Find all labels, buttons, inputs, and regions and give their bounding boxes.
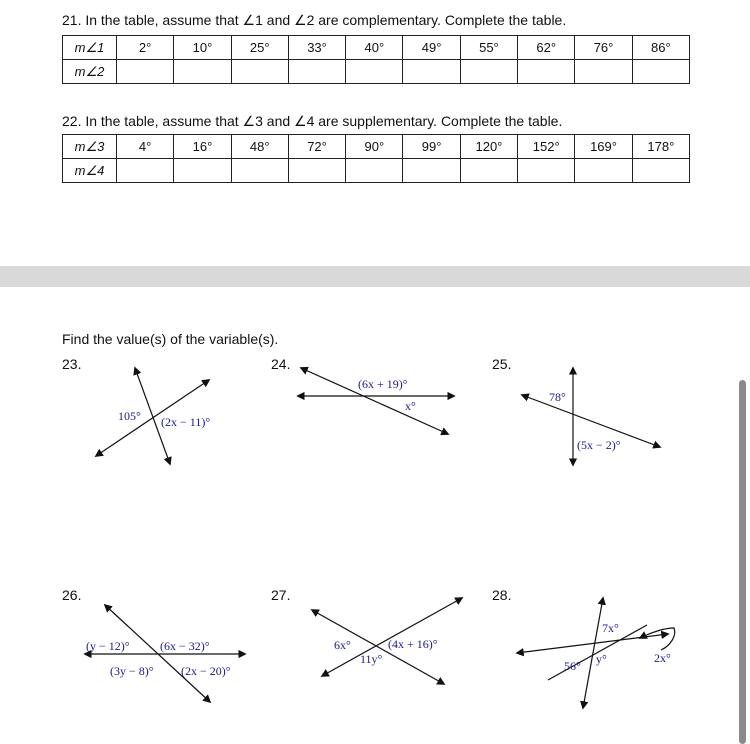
table-cell: 25° [231, 36, 288, 60]
problem-22-title: 22. In the table, assume that ∠3 and ∠4 are supplementary. Complete the table. [62, 113, 563, 129]
table-cell: 55° [460, 36, 517, 60]
table-cell: 2° [117, 36, 174, 60]
figure-25-label: 78° [549, 390, 566, 404]
figure-28-label: y° [596, 652, 607, 666]
figure-labels [86, 377, 671, 678]
table-cell: 33° [288, 36, 345, 60]
figure-28-line [517, 634, 668, 653]
table-cell: 48° [231, 135, 288, 159]
figure-27-label: 6x° [334, 638, 351, 652]
row-label: m∠1 [63, 36, 117, 60]
figure-28-angle-arc [640, 628, 675, 650]
row-label: m∠4 [63, 159, 117, 183]
figure-27-label: 11y° [360, 652, 383, 666]
table-cell: 120° [460, 135, 517, 159]
table-cell: 72° [288, 135, 345, 159]
figure-28-label: 7x° [602, 621, 619, 635]
table-cell: 76° [575, 36, 632, 60]
figure-26-label: (y − 12)° [86, 639, 130, 653]
instructions: Find the value(s) of the variable(s). [62, 331, 279, 347]
table-cell: 40° [346, 36, 403, 60]
table-cell: 16° [174, 135, 231, 159]
problem-27-number: 27. [271, 587, 291, 603]
problem-23-number: 23. [62, 356, 82, 372]
figure-27-label: (4x + 16)° [388, 637, 438, 651]
table-cell: 86° [632, 36, 689, 60]
problem-24-number: 24. [271, 356, 291, 372]
problem-28-number: 28. [492, 587, 512, 603]
figure-28-label: 56° [564, 659, 581, 673]
table-cell: 169° [575, 135, 632, 159]
row-label: m∠3 [63, 135, 117, 159]
table-cell: 4° [117, 135, 174, 159]
table-cell: 152° [518, 135, 575, 159]
figure-24-label: x° [405, 399, 416, 413]
table-cell: 90° [346, 135, 403, 159]
vertical-scrollbar[interactable] [739, 380, 746, 744]
table-cell: 99° [403, 135, 460, 159]
table-cell: 49° [403, 36, 460, 60]
problem-25-number: 25. [492, 356, 512, 372]
figure-26-label: (2x − 20)° [181, 664, 231, 678]
problem-21-title: 21. In the table, assume that ∠1 and ∠2 are complementary. Complete the table. [62, 12, 567, 28]
row-label: m∠2 [63, 60, 117, 84]
problem-26-number: 26. [62, 587, 82, 603]
figure-24-label: (6x + 19)° [358, 377, 408, 391]
figure-26-label: (6x − 32)° [160, 639, 210, 653]
figure-23-label: 105° [118, 409, 141, 423]
figure-25-label: (5x − 2)° [577, 438, 621, 452]
table-cell: 10° [174, 36, 231, 60]
figure-28-label: 2x° [654, 651, 671, 665]
table-cell: 62° [518, 36, 575, 60]
figure-26-label: (3y − 8)° [110, 664, 154, 678]
figure-23-label: (2x − 11)° [161, 415, 211, 429]
table-cell: 178° [632, 135, 689, 159]
